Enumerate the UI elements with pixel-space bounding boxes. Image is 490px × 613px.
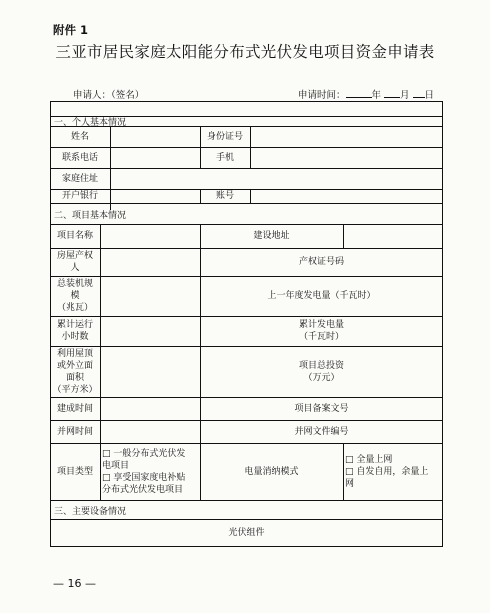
section-project-info: 二、项目基本情况 [54,210,127,221]
grid-time-field[interactable] [100,420,200,443]
year-label: 年 [371,90,382,101]
month-label: 月 [400,90,410,101]
build-time-field[interactable] [100,397,200,420]
record-number-label: 项目备案文号 [294,403,349,414]
name-label: 姓名 [70,131,89,142]
bank-label: 开户银行 [61,191,98,201]
form-title: 三亚市居民家庭太阳能分布式光伏发电项目资金申请表 [55,43,435,61]
cumulative-generation-label: 累计发电量 （千瓦时） [298,320,344,342]
grid-time-label: 并网时间 [56,426,93,437]
address-label: 家庭住址 [61,173,98,184]
contact-phone-label: 联系电话 [61,152,98,163]
project-type-options[interactable]: □ 一般分布式光伏发 电项目 □ 享受国家度电补贴 分布式光伏发电项目 [102,448,186,495]
bank-field[interactable] [110,189,200,203]
section-equipment-info: 三、主要设备情况 [54,506,127,517]
mobile-field[interactable] [250,147,443,168]
site-address-label: 建设地址 [253,231,290,241]
last-year-generation-label: 上一年度发电量（千瓦时） [267,291,376,301]
consumption-mode-label: 电量消纳模式 [244,466,299,477]
run-hours-field[interactable] [100,316,200,346]
build-time-label: 建成时间 [56,403,93,414]
roof-area-label: 利用屋顶 或外立面 面积 （平方米） [52,348,98,395]
applicant-signature-label: 申请人：（签名） [73,90,145,101]
id-number-label: 身份证号 [206,131,243,142]
project-name-label: 项目名称 [56,231,93,241]
project-name-field[interactable] [100,224,200,248]
total-investment-label: 项目总投资 （万元） [298,360,344,383]
grid-document-number-label: 并网文件编号 [294,426,349,437]
section-personal-info: 一、个人基本情况 [54,117,127,128]
year-blank[interactable] [346,88,372,98]
application-date [298,87,434,101]
consumption-mode-options[interactable]: □ 全量上网 □ 自发自用，余量上 网 [345,454,429,489]
property-owner-label: 房屋产权 人 [56,251,93,273]
contact-phone-field[interactable] [110,147,200,168]
property-cert-label: 产权证号码 [298,257,344,267]
project-type-label: 项目类型 [56,466,93,477]
day-label: 日 [424,90,435,101]
mobile-label: 手机 [215,152,234,163]
run-hours-label: 累计运行 小时数 [56,320,93,342]
site-address-field[interactable] [343,224,443,248]
page-number: — 16 — [53,577,96,590]
capacity-field[interactable] [100,276,200,316]
account-field[interactable] [250,189,443,203]
account-label: 账号 [215,191,234,201]
date-prefix: 申请时间： [298,90,346,101]
address-field[interactable] [110,168,443,189]
roof-area-field[interactable] [100,346,200,397]
name-field[interactable] [110,126,200,147]
attachment-label: 附件 1 [53,23,89,37]
capacity-label: 总装机规 模 （兆瓦） [56,279,93,313]
id-number-field[interactable] [250,126,443,147]
month-blank[interactable] [384,88,400,98]
day-blank[interactable] [413,88,425,98]
property-owner-field[interactable] [100,248,200,276]
pv-module-label: 光伏组件 [228,527,265,538]
